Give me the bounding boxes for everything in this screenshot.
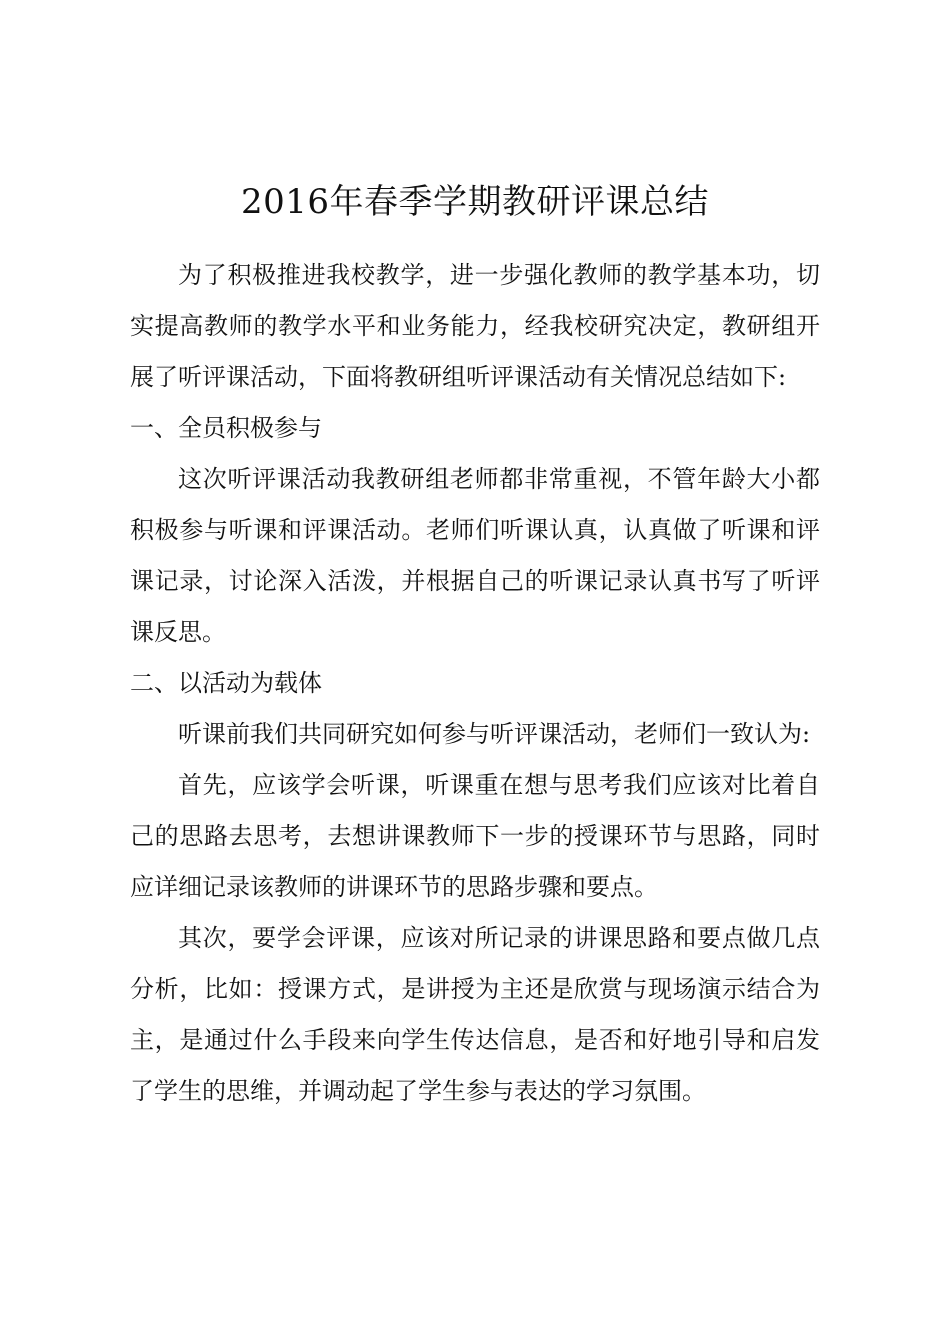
document-body: [130, 250, 820, 1117]
section-heading-2: 二、以活动为载体: [130, 669, 322, 697]
paragraph-first: 首先，应该学会听课，听课重在想与思考我们应该对比着自己的思路去思考，去想讲课教师下一步的授课环节与思路，同时应详细记录该教师的讲课环节的思路步骤和要点。: [130, 771, 820, 901]
paragraph-participation: 这次听评课活动我教研组老师都非常重视，不管年龄大小都积极参与听课和评课活动。老师们听课认真，认真做了听课和评课记录，讨论深入活泼，并根据自己的听课记录认真书写了听评课反思。: [130, 465, 820, 646]
paragraph-intro: 为了积极推进我校教学，进一步强化教师的教学基本功，切实提高教师的教学水平和业务能力，经我校研究决定，教研组开展了听评课活动，下面将教研组听评课活动有关情况总结如下:: [130, 261, 820, 391]
section-heading-1: 一、全员积极参与: [130, 414, 322, 442]
document-title: 2016年春季学期教研评课总结: [240, 182, 710, 222]
paragraph-second: 其次，要学会评课，应该对所记录的讲课思路和要点做几点分析，比如：授课方式，是讲授为主还是欣赏与现场演示结合为主，是通过什么手段来向学生传达信息，是否和好地引导和启发了学生的思维，并调动起了学生参与表达的学习氛围。: [130, 924, 820, 1105]
paragraph-preparation: 听课前我们共同研究如何参与听评课活动，老师们一致认为:: [178, 720, 811, 748]
